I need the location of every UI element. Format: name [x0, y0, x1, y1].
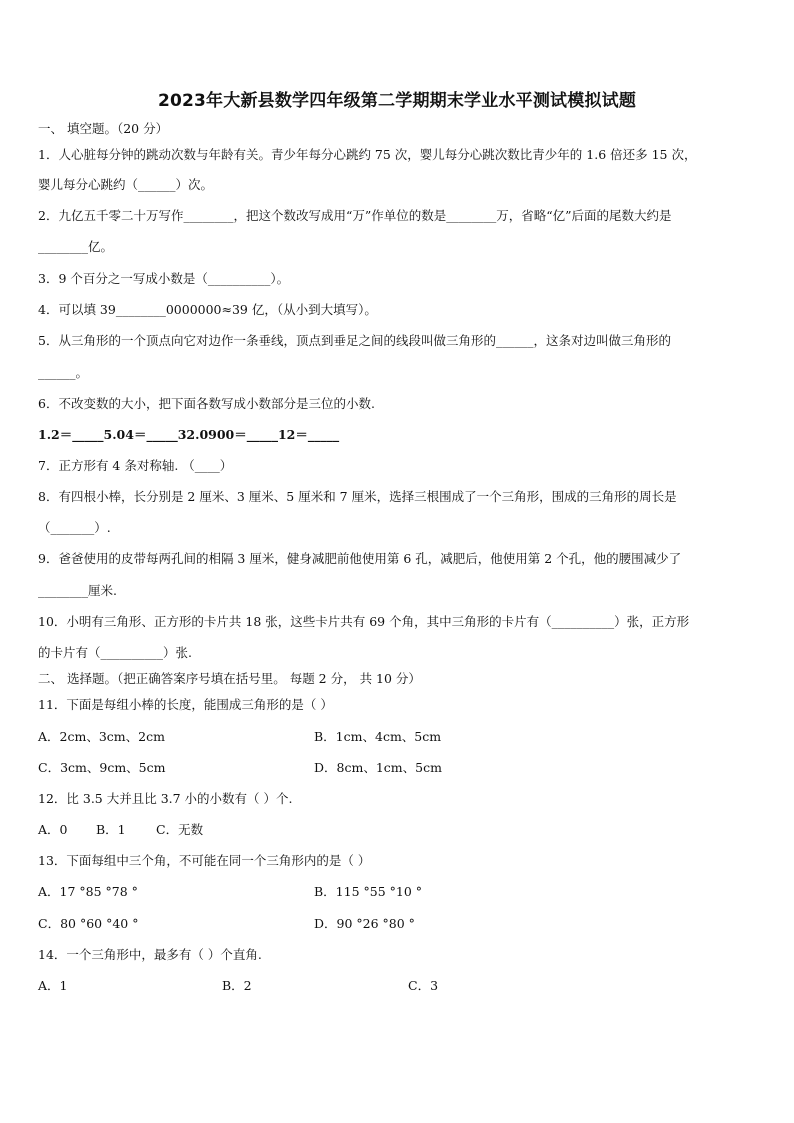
question-7: 7．正方形有 4 条对称轴. （____）	[38, 458, 233, 473]
question-10-line-2: 的卡片有（__________）张.	[38, 645, 192, 660]
section-fill-in-heading: 一、 填空题。（20 分）	[38, 121, 169, 136]
question-4: 4．可以填 39________0000000≈39 亿，（从小到大填写）。	[38, 302, 377, 317]
question-11-option-b: B．1cm、4cm、5cm	[314, 729, 442, 744]
question-2-line-1: 2．九亿五千零二十万写作________，把这个数改写成用“万”作单位的数是________万，省略“亿”后面的尾数大约是	[38, 208, 672, 223]
question-13-option-b: B．115 °55 °10 °	[314, 884, 423, 899]
question-12-option-a: A．0	[38, 822, 68, 837]
question-8-line-2: （_______）.	[38, 520, 111, 535]
question-1-line-1: 1．人心脏每分钟的跳动次数与年龄有关。青少年每分心跳约 75 次，婴儿每分心跳次数比青少年的 1.6 倍还多 15 次，	[38, 147, 697, 162]
question-11-option-a: A．2cm、3cm、2cm	[38, 729, 165, 744]
question-12-option-b: B．1	[96, 822, 126, 837]
question-14-option-a: A．1	[38, 978, 68, 993]
question-13-option-a: A．17 °85 °78 °	[38, 884, 138, 899]
question-9-line-1: 9．爸爸使用的皮带每两孔间的相隔 3 厘米，健身减肥前他使用第 6 孔，减肥后，他使用第 2 个孔，他的腰围减少了	[38, 551, 682, 566]
question-10-line-1: 10．小明有三角形、正方形的卡片共 18 张，这些卡片共有 69 个角，其中三角形的卡片有（__________）张，正方形	[38, 614, 690, 629]
section-choice-heading: 二、 选择题。（把正确答案序号填在括号里。 每题 2 分， 共 10 分）	[38, 671, 421, 686]
question-6-line-2: 1.2＝_____5.04＝_____32.0900＝_____12＝_____	[38, 427, 340, 442]
question-14: 14．一个三角形中，最多有（ ）个直角.	[38, 947, 262, 962]
question-11: 11．下面是每组小棒的长度，能围成三角形的是（ ）	[38, 697, 333, 712]
question-9-line-2: ________厘米.	[38, 583, 117, 598]
question-13: 13．下面每组中三个角，不可能在同一个三角形内的是（ ）	[38, 853, 371, 868]
question-13-option-c: C．80 °60 °40 °	[38, 916, 139, 931]
question-3: 3．9 个百分之一写成小数是（__________）。	[38, 271, 290, 286]
question-6-line-1: 6．不改变数的大小，把下面各数写成小数部分是三位的小数.	[38, 396, 375, 411]
question-14-option-c: C．3	[408, 978, 439, 993]
question-5-line-1: 5．从三角形的一个顶点向它对边作一条垂线，顶点到垂足之间的线段叫做三角形的______，这条对边叫做三角形的	[38, 333, 671, 348]
question-11-option-c: C．3cm、9cm、5cm	[38, 760, 166, 775]
question-5-line-2: ______。	[38, 365, 89, 380]
question-8-line-1: 8．有四根小棒，长分别是 2 厘米、3 厘米、5 厘米和 7 厘米，选择三根围成了一个三角形，围成的三角形的周长是	[38, 489, 677, 504]
question-2-line-2: ________亿。	[38, 239, 114, 254]
question-1-line-2: 婴儿每分心跳约（______）次。	[38, 177, 214, 192]
question-14-option-b: B．2	[222, 978, 252, 993]
question-12-option-c: C．无数	[156, 822, 204, 837]
exam-title: 2023年大新县数学四年级第二学期期末学业水平测试模拟试题	[157, 91, 637, 111]
question-12: 12．比 3.5 大并且比 3.7 小的小数有（ ）个.	[38, 791, 293, 806]
question-13-option-d: D．90 °26 °80 °	[314, 916, 415, 931]
question-11-option-d: D．8cm、1cm、5cm	[314, 760, 442, 775]
